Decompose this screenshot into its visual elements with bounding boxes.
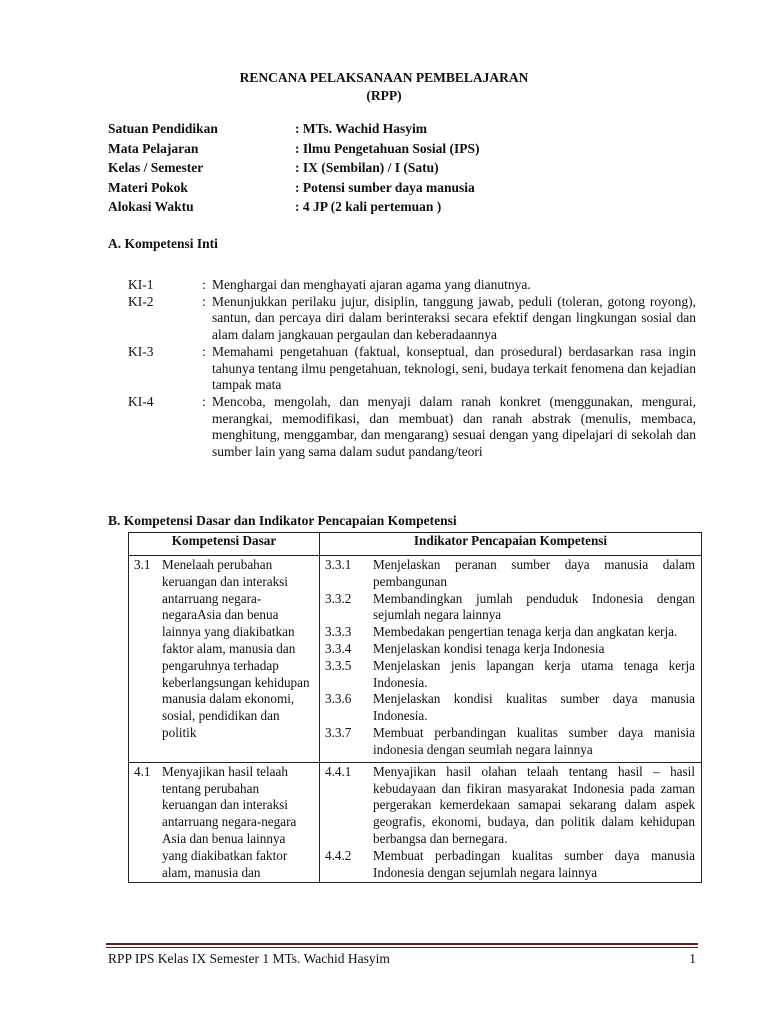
table-header-row (129, 533, 702, 556)
identity-value: : Ilmu Pengetahuan Sosial (IPS) (295, 140, 480, 156)
kompetensi-table (128, 532, 702, 883)
indicator-number: 3.3.5 (325, 657, 352, 673)
column-header-kompetensi-dasar: Kompetensi Dasar (129, 533, 320, 556)
footer-text: RPP IPS Kelas IX Semester 1 MTs. Wachid Hasyim (108, 951, 390, 966)
kompetensi-inti-list (128, 277, 696, 461)
ki-item: KI-4 : Mencoba, mengolah, dan menyaji dalam ranah konkret (menggunakan, mengurai, merangkai, memodifikasi, dan membuat) dan ranah abstrak (menulis, membaca, menghitung, menggambar, dan mengarang) sesuai dengan yang dipelajari di sekolah dan sumber lain yang sama dalam sudut pandang/teori (128, 393, 696, 460)
ki-code: KI-1 (128, 277, 154, 292)
ki-text: Mencoba, mengolah, dan menyaji dalam ranah konkret (menggunakan, mengurai, merangkai, memodifikasi, dan membuat) dan ranah abstrak (menulis, membaca, menghitung, menggambar, dan mengarang) sesuai dengan yang dipelajari di sekolah dan sumber lain yang sama dalam sudut pandang/teori (212, 393, 696, 460)
indicator-item (325, 725, 695, 759)
indicator-item (325, 764, 695, 848)
page-footer (108, 951, 696, 967)
ki-code: KI-4 (128, 393, 154, 409)
page-title (0, 69, 768, 105)
indicator-number: 4.4.1 (325, 763, 352, 779)
indicator-number: 3.3.7 (325, 724, 352, 740)
ki-item: KI-3 : Memahami pengetahuan (faktual, konseptual, dan prosedural) berdasarkan rasa ingin tahunya tentang ilmu pengetahuan, teknologi, seni, budaya terkait fenomena dan kejadian tampak mata (128, 343, 696, 393)
indicator-number: 4.4.2 (325, 847, 352, 863)
identity-label: Alokasi Waktu (108, 199, 194, 214)
indicator-number: 3.3.6 (325, 691, 352, 707)
kd-number: 3.1 (134, 557, 151, 572)
indicator-item (325, 658, 695, 692)
title-line-2: (RPP) (366, 88, 402, 103)
ki-item: KI-1 : Menghargai dan menghayati ajaran agama yang dianutnya. (128, 277, 696, 294)
column-header-indikator: Indikator Pencapaian Kompetensi (320, 533, 702, 556)
indicator-item (325, 848, 695, 882)
section-b-heading: B. Kompetensi Dasar dan Indikator Pencapaian Kompetensi (108, 513, 457, 528)
ki-item: KI-2 : Menunjukkan perilaku jujur, disiplin, tanggung jawab, peduli (toleran, gotong royong), santun, dan percaya diri dalam berinteraksi secara efektif dengan lingkungan sosial dan alam dalam jangkauan pergaulan dan keberadaannya (128, 293, 696, 343)
indicator-number: 3.3.3 (325, 624, 352, 640)
indicator-number: 3.3.1 (325, 557, 352, 572)
kd-item (134, 557, 313, 742)
identity-value: : MTs. Wachid Hasyim (295, 121, 428, 136)
identity-label: Satuan Pendidikan (108, 121, 218, 136)
indicator-item (325, 591, 695, 625)
table-row (129, 556, 702, 763)
identity-row (108, 197, 480, 217)
indicator-text: Menjelaskan kondisi tenaga kerja Indonesia (373, 640, 605, 656)
indicator-text: Membuat perbadingan kualitas sumber daya manusia Indonesia dengan sejumlah negara lainnya (373, 847, 695, 880)
page-number: 1 (689, 951, 696, 966)
identity-value: : 4 JP (2 kali pertemuan ) (295, 199, 442, 214)
identity-value: : IX (Sembilan) / I (Satu) (295, 160, 439, 175)
indicator-item (325, 624, 695, 641)
kd-number: 4.1 (134, 763, 151, 779)
footer-rule-thick (106, 943, 698, 945)
indicator-text: Menjelaskan jenis lapangan kerja utama tenaga kerja Indonesia. (373, 657, 695, 690)
indicator-item (325, 691, 695, 725)
indicator-item (325, 641, 695, 658)
indicator-text: Menjelaskan kondisi kualitas sumber daya manusia Indonesia. (373, 691, 695, 724)
ki-text: Menunjukkan perilaku jujur, disiplin, tanggung jawab, peduli (toleran, gotong royong), santun, dan percaya diri dalam berinteraksi secara efektif dengan lingkungan sosial dan alam dalam jangkauan pergaulan dan keberadaannya (212, 293, 696, 343)
indicator-text: Membandingkan jumlah penduduk Indonesia dengan sejumlah negara lainnya (373, 590, 695, 623)
identity-row (108, 139, 480, 159)
indicator-number: 3.3.2 (325, 590, 352, 606)
kd-item (134, 764, 313, 882)
identity-label: Kelas / Semester (108, 160, 204, 175)
identity-value: : Potensi sumber daya manusia (295, 179, 475, 195)
ki-text: Memahami pengetahuan (faktual, konseptual, dan prosedural) berdasarkan rasa ingin tahunya tentang ilmu pengetahuan, teknologi, seni, budaya terkait fenomena dan kejadian tampak mata (212, 343, 696, 393)
indicator-text: Membuat perbandingan kualitas sumber daya manisia indonesia dengan seumlah negara lainnya (373, 724, 695, 757)
section-a-heading: A. Kompetensi Inti (108, 236, 218, 251)
kd-text: Menyajikan hasil telaah tentang perubahan keruangan dan interaksi antarruang negara-negara Asia dan benua lainnya yang diakibatkan faktor alam, manusia dan (162, 763, 297, 880)
identity-row (108, 178, 480, 198)
identity-label: Materi Pokok (108, 179, 188, 195)
ki-code: KI-3 (128, 343, 154, 359)
footer-rule-thin (106, 947, 698, 948)
indicator-text: Menjelaskan peranan sumber daya manusia dalam pembangunan (373, 557, 695, 589)
identity-row (108, 119, 480, 139)
ki-code: KI-2 (128, 293, 154, 309)
indicator-number: 3.3.4 (325, 640, 352, 656)
identity-block (108, 119, 480, 217)
ki-text: Menghargai dan menghayati ajaran agama yang dianutnya. (212, 277, 531, 292)
title-line-1: RENCANA PELAKSANAAN PEMBELAJARAN (239, 70, 529, 85)
kd-text: Menelaah perubahan keruangan dan interaksi antarruang negara-negaraAsia dan benua lainnya yang diakibatkan faktor alam, manusia dan pengaruhnya terhadap keberlangsungan kehidupan manusia dalam ekonomi, sosial, pendidikan dan politik (162, 557, 310, 740)
indicator-text: Membedakan pengertian tenaga kerja dan angkatan kerja. (373, 624, 678, 640)
indicator-item (325, 557, 695, 591)
indicator-text: Menyajikan hasil olahan telaah tentang hasil – hasil kebudayaan dan fikiran masyarakat Indonesia pada zaman pergerakan kemerdekaan samapai sekarang dalam aspek geografis, ekonomi, budaya, dan politik dalam kehidupan berbangsa dan bernegara. (373, 763, 695, 846)
identity-row (108, 158, 480, 178)
table-row (129, 762, 702, 883)
identity-label: Mata Pelajaran (108, 140, 199, 156)
